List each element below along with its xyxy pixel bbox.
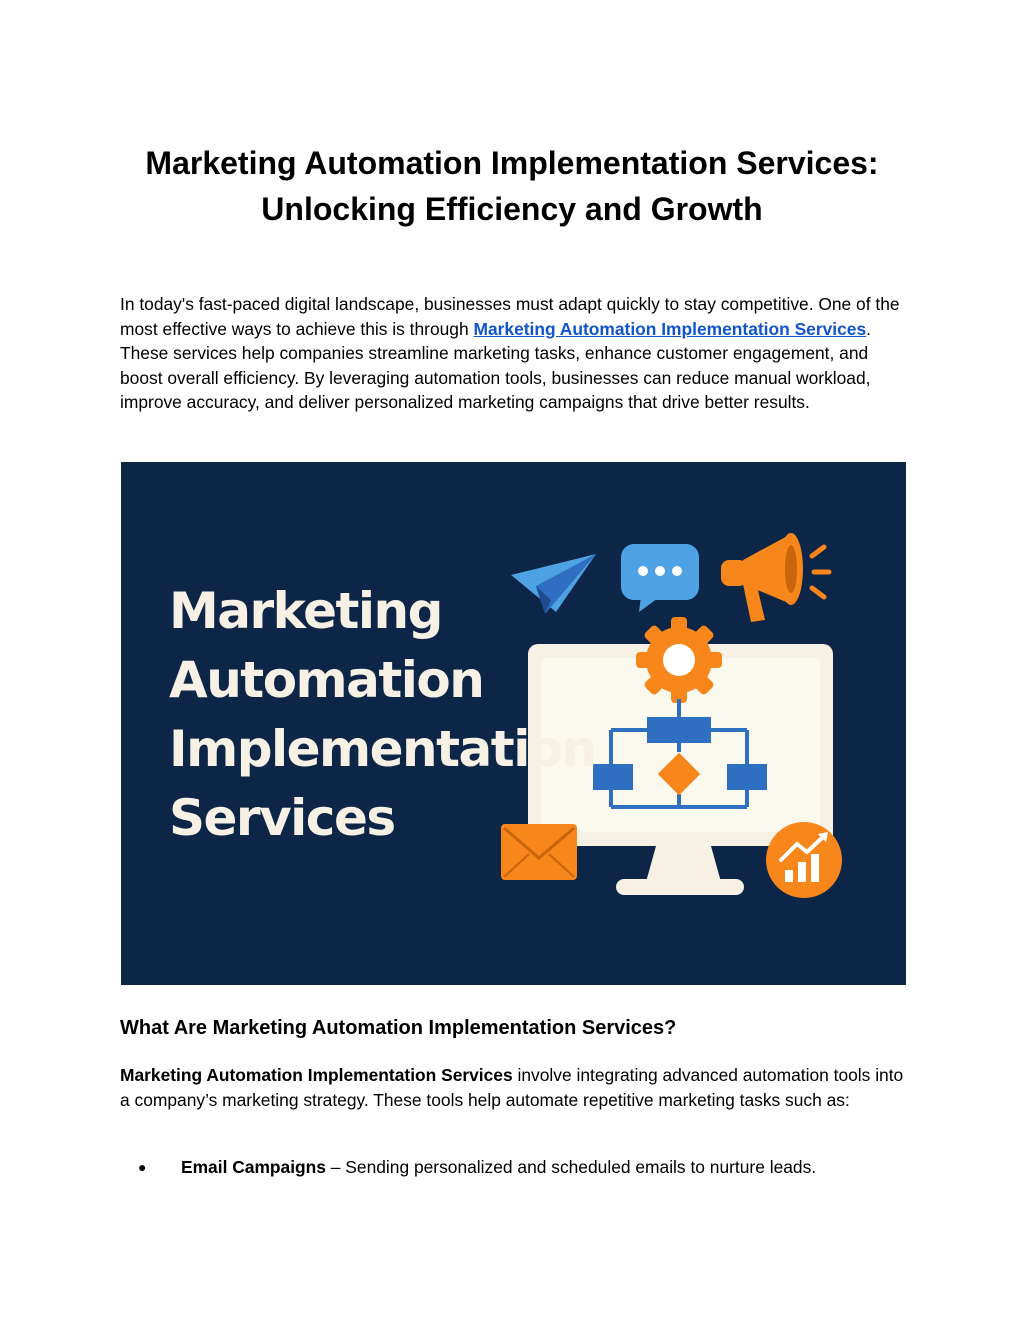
page-title <box>100 140 924 232</box>
intro-link[interactable]: Marketing Automation Implementation Services <box>473 318 867 339</box>
bullet-list <box>120 1155 910 1180</box>
hero-line-4: Services <box>169 789 395 847</box>
flowchart-top-box <box>647 717 711 743</box>
hero-image <box>121 462 906 985</box>
list-item <box>120 1155 910 1180</box>
gear-icon <box>636 617 722 703</box>
bullet-bold: Email Campaigns <box>181 1157 326 1177</box>
hero-line-3: Implementation <box>169 720 596 778</box>
intro-paragraph <box>120 292 910 415</box>
section-text: involve integrating advanced automation tools into a company’s marketing strategy. These tools help automate repetitive marketing tasks such as: <box>120 1065 904 1110</box>
flowchart-right-box <box>727 764 767 790</box>
growth-chart-icon <box>766 822 842 898</box>
hero-heading <box>169 577 596 853</box>
hero-line-1: Marketing <box>169 582 442 640</box>
intro-text-before: In today's fast-paced digital landscape, businesses must adapt quickly to stay competitive. One of the most effective ways to achieve this is through <box>120 294 900 339</box>
title-line-1: Marketing Automation Implementation Services: <box>145 145 879 181</box>
title-line-2: Unlocking Efficiency and Growth <box>261 191 763 227</box>
chat-bubble-icon <box>621 544 699 612</box>
megaphone-icon <box>721 533 829 622</box>
section-heading: What Are Marketing Automation Implementation Services? <box>120 1017 677 1039</box>
intro-text-after: . These services help companies streamline marketing tasks, enhance customer engagement, and boost overall efficiency. By leveraging automation tools, businesses can reduce manual workload, improve accuracy, and deliver personalized marketing campaigns that drive better results. <box>120 318 871 412</box>
flowchart-left-box <box>593 764 633 790</box>
hero-line-2: Automation <box>169 651 484 709</box>
bullet-marker: ● <box>138 1159 147 1175</box>
section-bold-lead: Marketing Automation Implementation Services <box>120 1065 513 1085</box>
section-paragraph <box>120 1063 910 1112</box>
bullet-text: – Sending personalized and scheduled emails to nurture leads. <box>325 1157 817 1177</box>
